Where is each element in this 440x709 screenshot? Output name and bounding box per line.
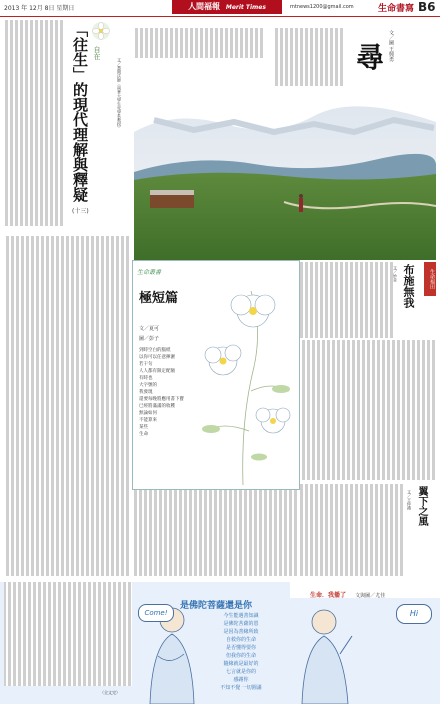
poem-line: 大字號的	[139, 383, 157, 388]
article-end-note: （全文完）	[100, 690, 120, 695]
comic-line: 今生能遇善知識	[223, 613, 259, 619]
monk-right-illustration	[290, 596, 360, 704]
flower-illustration	[193, 271, 297, 485]
comic-line: 感謝你	[233, 677, 249, 683]
comic-credit: 文與圖／尤佳	[355, 593, 386, 599]
article-body	[300, 340, 436, 480]
poem-line: 生命	[139, 432, 148, 437]
poem-line: 以你可以任意揮灑	[139, 355, 175, 360]
comic-line: 但我你的生命	[225, 653, 256, 659]
article-body	[4, 236, 130, 576]
comic-text	[196, 612, 286, 692]
poem-line: 某些	[139, 425, 148, 430]
poem-line: 還要每晚將應用書下寶	[139, 397, 184, 402]
article-kicker: 自在	[93, 46, 101, 60]
poem-line: 已經將滿滿的收穫	[139, 404, 175, 409]
column-byline-pic: 圖／彭子	[139, 336, 160, 342]
column-byline-text: 文／夏可	[139, 326, 160, 332]
comic-line: 是否懂得要你	[225, 645, 256, 651]
article-byline: 文／妙音	[393, 266, 398, 282]
article-title: 翼下之風	[416, 486, 427, 526]
section-name: 生命書寫	[378, 4, 415, 14]
comic-line: 不知不覺 一切圓滿	[220, 685, 262, 691]
poem-line: 不能算來	[139, 418, 157, 423]
poem-line: 若干句	[139, 362, 153, 367]
column-title: 極短篇	[139, 291, 179, 306]
poem-line: 我發現	[139, 390, 153, 395]
article-body	[300, 262, 394, 338]
short-poem-panel	[132, 260, 300, 490]
logo-cn: 人間福報	[188, 2, 221, 11]
landscape-photo	[134, 102, 436, 260]
poem-line: 無論如何	[139, 411, 157, 416]
article-body	[4, 582, 132, 686]
contact-email: mtnews1200@gmail.com	[290, 4, 354, 10]
article-body	[4, 20, 64, 226]
lotus-icon	[92, 22, 110, 40]
article-body	[134, 28, 264, 58]
comic-line: 是佛陀菩薩的恩	[223, 621, 259, 627]
article-body	[300, 484, 404, 576]
speech-bubble-right	[396, 604, 432, 624]
article-title: 布施無我	[402, 264, 415, 308]
section-tag: 生命福田	[424, 262, 436, 296]
comic-line: 七言就是你的	[225, 669, 256, 675]
article-byline: 文／圖 王興勇	[388, 30, 394, 62]
bubble-right-text: Hi	[409, 609, 419, 618]
logo-en: Merit Times	[225, 4, 266, 11]
article-title: 尋	[356, 41, 385, 74]
comic-line: 隨緣就是最好的	[223, 661, 259, 667]
issue-date: 2013 年 12月 8日 星期日	[4, 5, 75, 12]
comic-line: 自救你的生命	[225, 637, 256, 643]
newspaper-logo	[172, 0, 282, 14]
comic-label: 生命．我播了	[310, 592, 347, 599]
page-number: B6	[418, 0, 436, 14]
bubble-left-text: Come!	[144, 609, 168, 617]
article-body	[274, 28, 344, 86]
poem-line: 人人都有限定配額	[139, 369, 175, 374]
comic-line: 是因為善緣所致	[223, 629, 259, 635]
article-byline: 文／王仲禮	[407, 490, 412, 510]
section-tag: 生命叢書	[137, 269, 162, 276]
article-body	[134, 490, 298, 576]
poem-line: 有時也	[139, 376, 153, 381]
article-byline: 文／慧開法師（南華大學生死學系教授）	[117, 58, 122, 130]
speech-bubble-left	[138, 604, 174, 622]
article-part-number: (十三)	[72, 208, 89, 215]
article-xun	[134, 18, 436, 102]
poem-line: 到時空白的腦紙	[139, 348, 171, 353]
article-title: 「往生」的現代理解與釋疑	[71, 22, 89, 202]
comic-title: 是佛陀菩薩還是你	[180, 601, 253, 611]
